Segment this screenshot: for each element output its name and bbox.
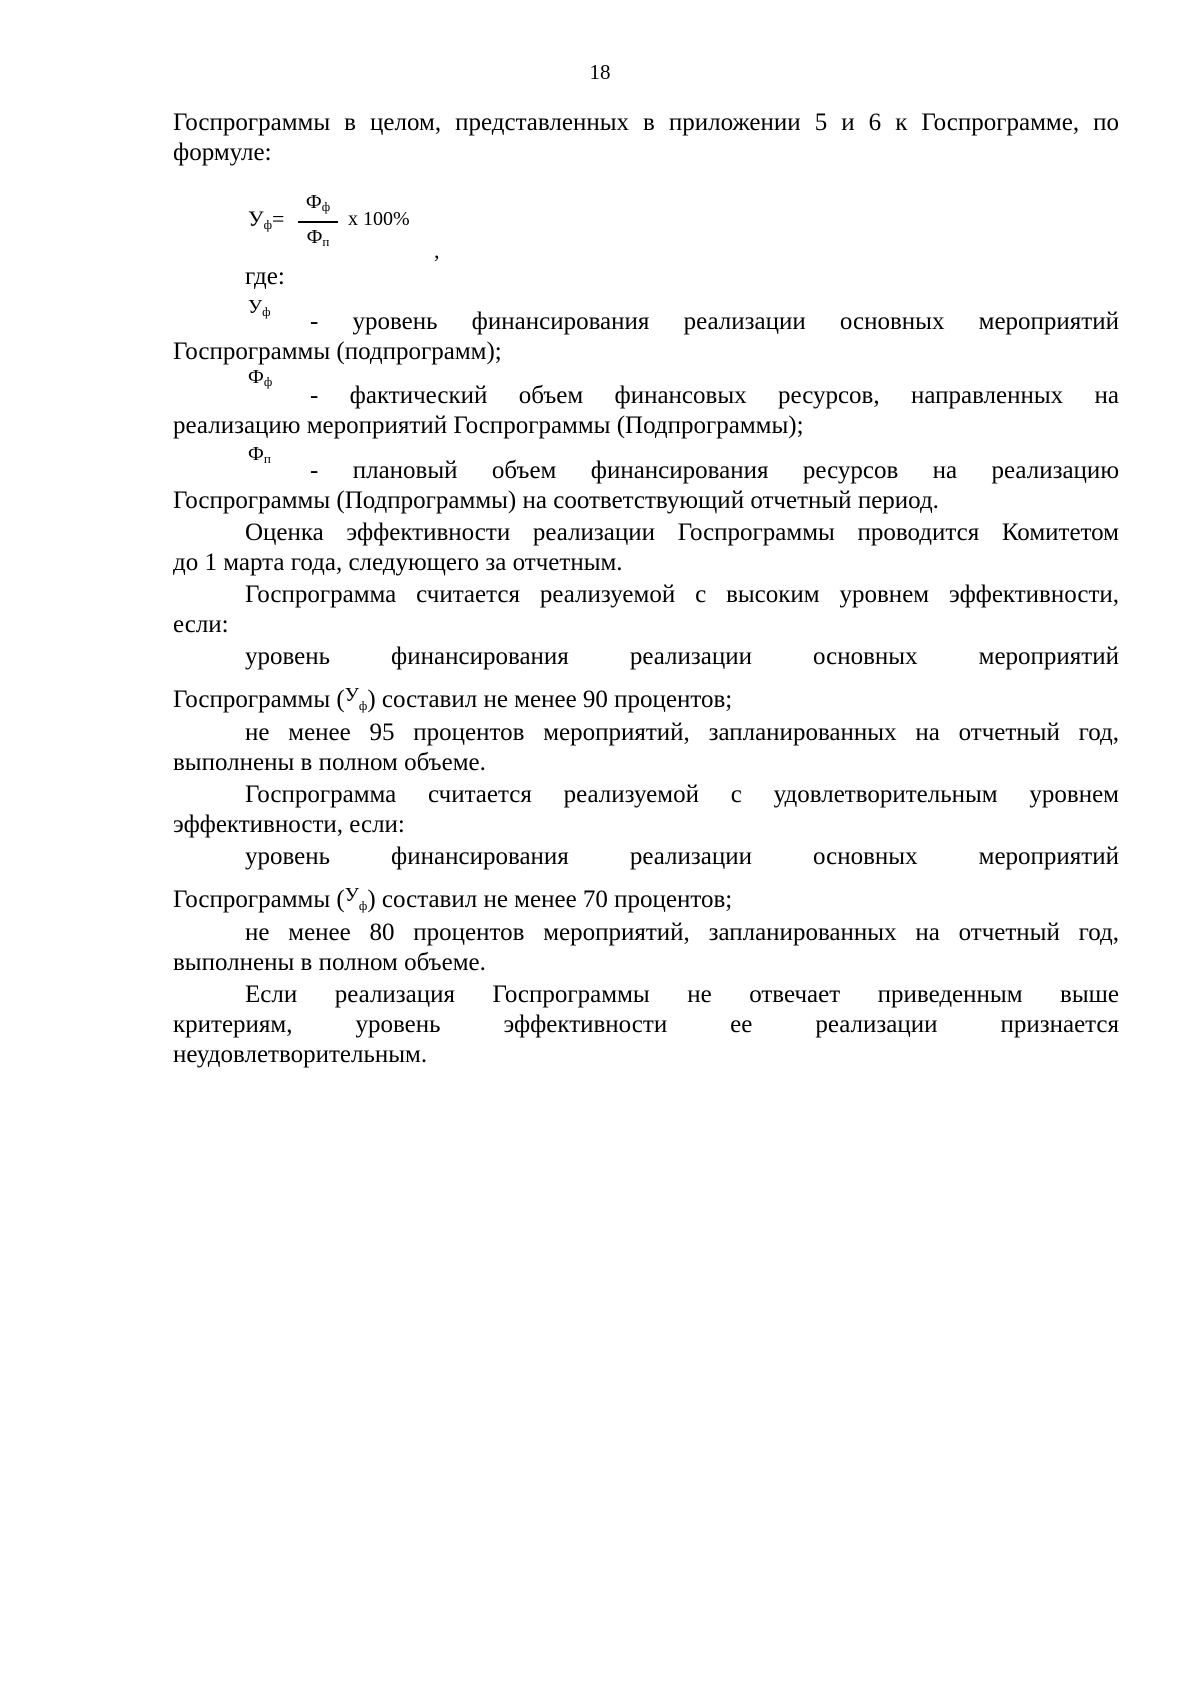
paragraph-7-line-2: выполнены в полном объеме.	[173, 949, 486, 976]
paragraph-5-line-2: эффективности, если:	[173, 811, 405, 838]
paragraph-5-line-1: Госпрограмма считается реализуемой с удовлетворительным уровнем	[245, 781, 1119, 808]
paragraph-4-line-2: выполнены в полном объеме.	[173, 749, 486, 776]
page-number: 18	[589, 60, 611, 84]
definition-1-line-1: - уровень финансирования реализации основных мероприятий	[310, 308, 1119, 335]
definition-2-symbol: Фф	[248, 366, 273, 389]
where-label: где:	[245, 263, 285, 290]
formula-multiplier: х 100%	[348, 208, 410, 230]
paragraph-8-line-2: критериям, уровень эффективности ее реализации признается	[173, 1011, 1119, 1038]
formula-lhs: Уф=	[248, 206, 285, 232]
fraction-bar	[298, 221, 338, 223]
paragraph-6-line-1: уровень финансирования реализации основных мероприятий	[245, 843, 1119, 870]
paragraph-2-line-1: Госпрограмма считается реализуемой с высоким уровнем эффективности,	[245, 581, 1119, 608]
formula-comma: ,	[434, 238, 440, 263]
paragraph-3-line-2: Госпрограммы ($^У$ф) составил не менее 90 процентов;	[173, 684, 733, 713]
paragraph-4-line-1: не менее 95 процентов мероприятий, запланированных на отчетный год,	[245, 719, 1119, 746]
definition-2-line-2: реализацию мероприятий Госпрограммы (Подпрограммы);	[173, 412, 804, 439]
definition-2-line-1: - фактический объем финансовых ресурсов, направленных на	[310, 382, 1119, 409]
paragraph-3-line-1: уровень финансирования реализации основных мероприятий	[245, 643, 1119, 670]
definition-3-symbol: Фп	[248, 443, 271, 466]
definition-1-symbol: Уф	[248, 296, 271, 319]
paragraph-2-line-2: если:	[173, 611, 229, 638]
paragraph-1-line-1: Оценка эффективности реализации Госпрограммы проводится Комитетом	[245, 519, 1119, 546]
intro-line-1: Госпрограммы в целом, представленных в приложении 5 и 6 к Госпрограмме, по	[173, 109, 1119, 136]
paragraph-1-line-2: до 1 марта года, следующего за отчетным.	[173, 549, 623, 576]
formula-numerator: Фф	[305, 191, 331, 214]
paragraph-6-line-2: Госпрограммы ($^У$ф) составил не менее 70 процентов;	[173, 884, 733, 913]
paragraph-8-line-1: Если реализация Госпрограммы не отвечает приведенным выше	[245, 981, 1119, 1008]
definition-1-line-2: Госпрограммы (подпрограмм);	[173, 338, 502, 365]
intro-line-2: формуле:	[173, 139, 272, 166]
definition-3-line-1: - плановый объем финансирования ресурсов на реализацию	[310, 457, 1119, 484]
formula-denominator: Фп	[306, 226, 330, 249]
paragraph-8-line-3: неудовлетворительным.	[173, 1041, 428, 1068]
definition-3-line-2: Госпрограммы (Подпрограммы) на соответствующий отчетный период.	[173, 487, 939, 514]
formula-fraction	[298, 190, 338, 254]
formula	[248, 190, 488, 265]
paragraph-7-line-1: не менее 80 процентов мероприятий, запланированных на отчетный год,	[245, 919, 1119, 946]
